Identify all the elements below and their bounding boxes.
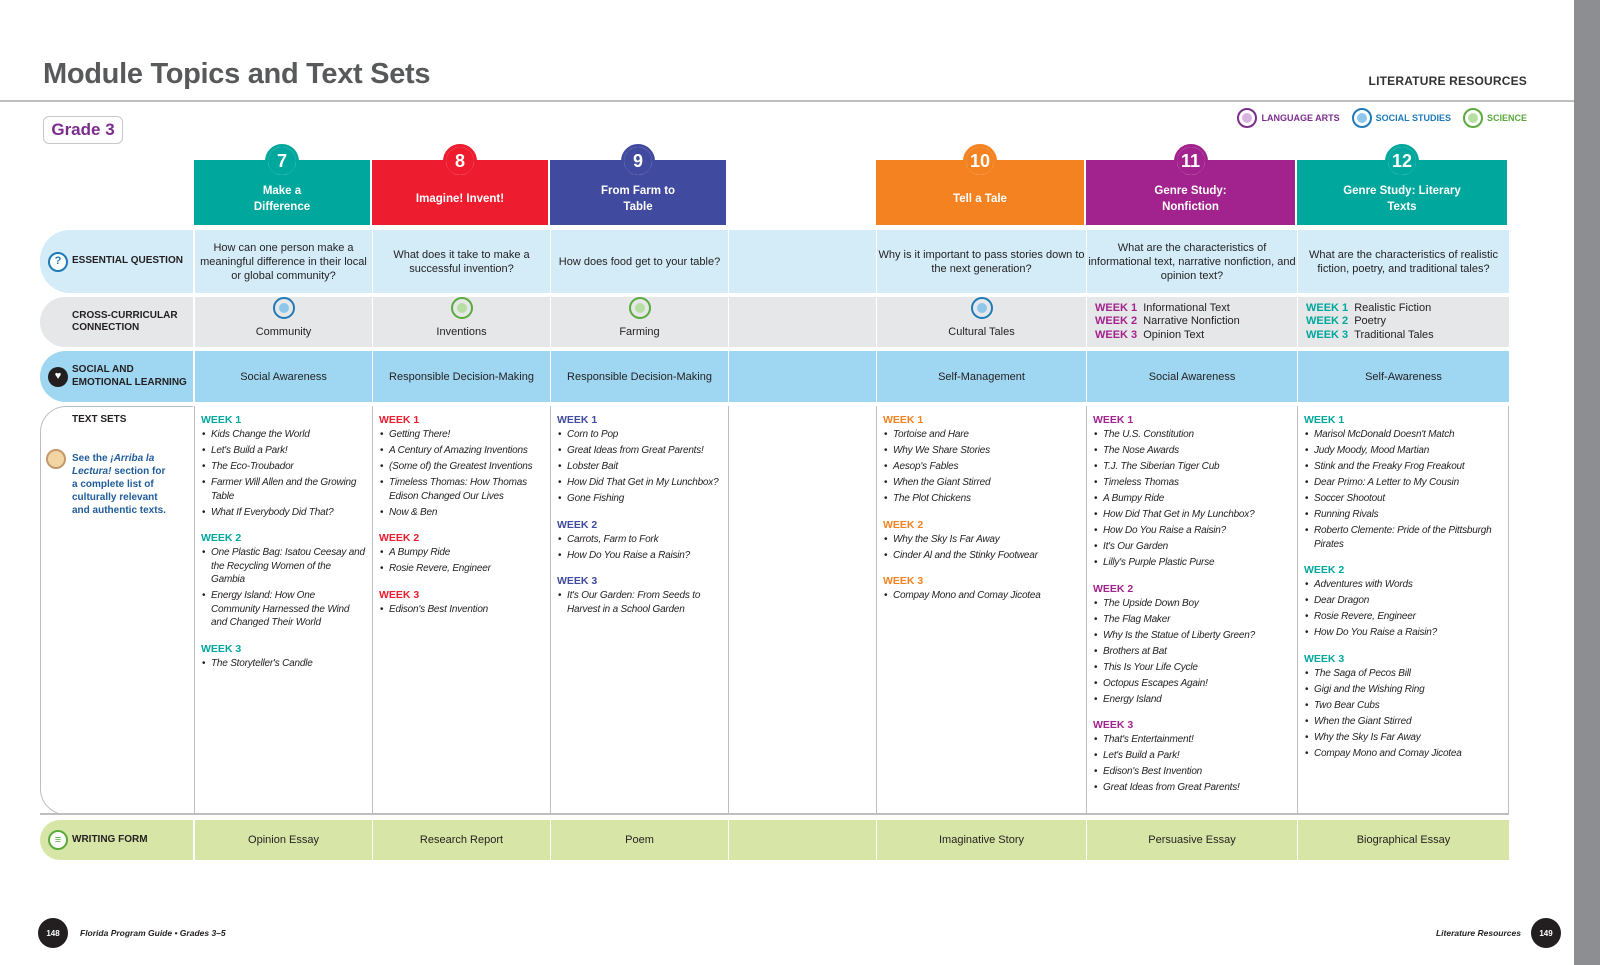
science-icon	[629, 297, 651, 319]
week-group	[379, 414, 544, 519]
text-list	[201, 546, 366, 630]
list-item: • Compay Mono and Comay Jicotea	[883, 589, 1080, 603]
connection-week: WEEK 2 Poetry	[1306, 315, 1386, 328]
week-label: WEEK 1	[1093, 414, 1134, 426]
grade-badge: Grade 3	[43, 116, 123, 144]
text-set-column	[1086, 406, 1297, 815]
list-item: • Soccer Shootout	[1304, 492, 1502, 506]
week-group	[1304, 414, 1502, 551]
text-list	[557, 533, 722, 563]
module-card: 12 Genre Study: Literary Texts	[1297, 160, 1507, 225]
list-item: • Edison's Best Invention	[1093, 765, 1291, 779]
text-list	[883, 589, 1080, 603]
legend-social-studies	[1352, 108, 1451, 128]
header-rule	[0, 100, 1574, 102]
row-label: ? ESSENTIAL QUESTION	[40, 230, 193, 293]
list-item: • A Bumpy Ride	[379, 546, 544, 560]
page-number-right: 149	[1531, 918, 1561, 948]
list-item: • Timeless Thomas	[1093, 476, 1291, 490]
week-group	[1304, 564, 1502, 640]
text-set-column	[194, 406, 372, 815]
table-cell: Biographical Essay	[1297, 820, 1509, 860]
list-item: • How Did That Get in My Lunchbox?	[557, 476, 722, 490]
week-group	[883, 575, 1080, 603]
week-group	[883, 519, 1080, 563]
list-item: • Kids Change the World	[201, 428, 366, 442]
text-list	[201, 657, 366, 671]
list-item: • The Saga of Pecos Bill	[1304, 667, 1502, 681]
list-item: • Dear Primo: A Letter to My Cousin	[1304, 476, 1502, 490]
essential-question-row	[40, 230, 1509, 293]
module-number: 9	[621, 144, 655, 178]
list-item: • Marisol McDonald Doesn't Match	[1304, 428, 1502, 442]
module-number: 8	[443, 144, 477, 178]
module-number: 10	[963, 144, 997, 178]
footer-right-text: Literature Resources	[1435, 928, 1521, 938]
page-edge-strip	[1574, 0, 1600, 965]
week-group	[1304, 653, 1502, 761]
sel-row	[40, 351, 1509, 402]
list-item: • Great Ideas from Great Parents!	[557, 444, 722, 458]
week-label: WEEK 1	[201, 414, 242, 426]
list-item: • Rosie Revere, Engineer	[379, 562, 544, 576]
table-cell: Poem	[550, 820, 728, 860]
page-number-left: 148	[38, 918, 68, 948]
week-label: WEEK 2	[1093, 582, 1134, 595]
text-list	[1093, 428, 1291, 570]
legend-label: LANGUAGE ARTS	[1261, 113, 1340, 123]
list-item: • Roberto Clemente: Pride of the Pittsburgh Pirates	[1304, 524, 1502, 551]
table-cell	[728, 230, 876, 293]
list-item: • Brothers at Bat	[1093, 645, 1291, 659]
list-item: • Aesop's Fables	[883, 460, 1080, 474]
text-set-column	[550, 406, 728, 815]
list-item: • Great Ideas from Great Parents!	[1093, 781, 1291, 795]
list-item: • The Nose Awards	[1093, 444, 1291, 458]
cross-curricular-row	[40, 297, 1509, 347]
week-group	[557, 414, 722, 506]
connection-label: Farming	[619, 326, 660, 338]
module-card: 10 Tell a Tale	[876, 160, 1084, 225]
module-card: 7 Make a Difference	[194, 160, 370, 225]
list-item: • Getting There!	[379, 428, 544, 442]
heart-head-icon: ♥	[48, 367, 68, 387]
footer-left-text: Florida Program Guide • Grades 3–5	[80, 928, 226, 938]
list-item: • Energy Island	[1093, 693, 1291, 707]
list-item: • What If Everybody Did That?	[201, 506, 366, 520]
table-cell	[550, 297, 728, 347]
week-label: WEEK 1	[1304, 414, 1345, 426]
writing-form-row	[40, 820, 1509, 860]
list-item: • A Century of Amazing Inventions	[379, 444, 544, 458]
list-item: • Judy Moody, Mood Martian	[1304, 444, 1502, 458]
list-item: • Adventures with Words	[1304, 578, 1502, 592]
module-card: 9 From Farm to Table	[550, 160, 726, 225]
list-item: • Gigi and the Wishing Ring	[1304, 683, 1502, 697]
list-item: • Lobster Bait	[557, 460, 722, 474]
text-list	[557, 589, 722, 616]
week-label: WEEK 1	[883, 414, 924, 426]
table-cell: Self-Management	[876, 351, 1086, 402]
list-item: • How Do You Raise a Raisin?	[1093, 524, 1291, 538]
module-number: 12	[1385, 144, 1419, 178]
text-sets-note: See the ¡Arriba la Lectura! section for a complete list of culturally relevant and authentic texts.	[72, 453, 166, 516]
table-cell: How can one person make a meaningful difference in their local or global community?	[194, 230, 372, 293]
row-label: ≡ WRITING FORM	[40, 820, 193, 860]
list-item: • It's Our Garden	[1093, 540, 1291, 554]
science-icon	[1463, 108, 1483, 128]
text-list	[379, 546, 544, 576]
week-group	[201, 532, 366, 630]
list-item: • Rosie Revere, Engineer	[1304, 610, 1502, 624]
connection-label: Community	[255, 326, 312, 338]
list-item: • Why We Share Stories	[883, 444, 1080, 458]
text-list	[883, 533, 1080, 563]
list-item: • The Storyteller's Candle	[201, 657, 366, 671]
week-group	[379, 532, 544, 576]
week-group	[1093, 719, 1291, 795]
list-item: • Why the Sky Is Far Away	[1304, 731, 1502, 745]
list-item: • Octopus Escapes Again!	[1093, 677, 1291, 691]
text-set-column	[876, 406, 1086, 815]
row-label: ♥ SOCIAL AND EMOTIONAL LEARNING	[40, 351, 193, 402]
list-item: • A Bumpy Ride	[1093, 492, 1291, 506]
text-list	[379, 603, 544, 617]
table-cell: How does food get to your table?	[550, 230, 728, 293]
table-cell: Research Report	[372, 820, 550, 860]
table-cell: What are the characteristics of informational text, narrative nonfiction, and opinion text?	[1086, 230, 1297, 293]
table-cell: What does it take to make a successful invention?	[372, 230, 550, 293]
week-label: WEEK 3	[1093, 719, 1134, 731]
table-cell	[372, 297, 550, 347]
week-group	[379, 589, 544, 617]
list-item: • Carrots, Farm to Fork	[557, 533, 722, 547]
week-label: WEEK 3	[883, 575, 924, 587]
science-icon	[451, 297, 473, 319]
list-item: • How Do You Raise a Raisin?	[1304, 626, 1502, 640]
connection-label: Cultural Tales	[948, 326, 1015, 338]
table-cell	[1297, 297, 1509, 347]
table-cell	[728, 820, 876, 860]
text-list	[557, 428, 722, 506]
text-set-column	[728, 406, 876, 815]
list-item: • How Did That Get in My Lunchbox?	[1093, 508, 1291, 522]
week-group	[557, 519, 722, 563]
week-label: WEEK 3	[379, 588, 420, 601]
table-cell: Responsible Decision-Making	[372, 351, 550, 402]
legend-label: SOCIAL STUDIES	[1375, 113, 1451, 123]
list-item: • Now & Ben	[379, 506, 544, 520]
list-item: • The Plot Chickens	[883, 492, 1080, 506]
table-cell: Social Awareness	[1086, 351, 1297, 402]
list-item: • Edison's Best Invention	[379, 603, 544, 617]
table-cell: Responsible Decision-Making	[550, 351, 728, 402]
week-label: WEEK 3	[1304, 652, 1345, 665]
week-label: WEEK 3	[201, 642, 242, 655]
connection-week: WEEK 3 Traditional Tales	[1306, 328, 1434, 341]
week-label: WEEK 2	[201, 532, 242, 544]
list-item: • The Flag Maker	[1093, 613, 1291, 627]
week-group	[557, 575, 722, 616]
connection-week: WEEK 2 Narrative Nonfiction	[1095, 315, 1240, 328]
table-cell	[194, 297, 372, 347]
week-label: WEEK 2	[379, 532, 420, 544]
list-item: • Tortoise and Hare	[883, 428, 1080, 442]
week-group	[883, 414, 1080, 506]
list-item: • When the Giant Stirred	[883, 476, 1080, 490]
connection-week: WEEK 1 Realistic Fiction	[1306, 301, 1432, 314]
week-group	[201, 643, 366, 671]
list-item: • The Eco-Troubador	[201, 460, 366, 474]
table-cell	[728, 351, 876, 402]
table-cell: What are the characteristics of realistic fiction, poetry, and traditional tales?	[1297, 230, 1509, 293]
list-item: • Timeless Thomas: How Thomas Edison Changed Our Lives	[379, 476, 544, 503]
connection-week: WEEK 3 Opinion Text	[1095, 328, 1205, 341]
table-cell	[1086, 297, 1297, 347]
week-group	[1093, 414, 1291, 570]
text-list	[1093, 733, 1291, 795]
text-list	[1093, 597, 1291, 707]
list-item: • This Is Your Life Cycle	[1093, 661, 1291, 675]
list-item: • Farmer Will Allen and the Growing Table	[201, 476, 366, 503]
list-item: • Running Rivals	[1304, 508, 1502, 522]
language-arts-icon	[1237, 108, 1257, 128]
table-cell: Why is it important to pass stories down to the next generation?	[876, 230, 1086, 293]
row-label: TEXT SETS	[72, 414, 127, 425]
list-item: • How Do You Raise a Raisin?	[557, 549, 722, 563]
social-studies-icon	[971, 297, 993, 319]
week-label: WEEK 1	[379, 414, 420, 426]
table-cell	[876, 297, 1086, 347]
question-icon: ?	[48, 252, 68, 272]
list-item: • Let's Build a Park!	[201, 444, 366, 458]
table-cell: Imaginative Story	[876, 820, 1086, 860]
list-item: • Lilly's Purple Plastic Purse	[1093, 556, 1291, 570]
connection-label: Inventions	[436, 326, 487, 338]
text-list	[379, 428, 544, 519]
text-list	[201, 428, 366, 519]
text-list	[883, 428, 1080, 506]
list-item: • Let's Build a Park!	[1093, 749, 1291, 763]
week-label: WEEK 1	[557, 414, 598, 426]
legend-label: SCIENCE	[1486, 113, 1527, 123]
list-item: • When the Giant Stirred	[1304, 715, 1502, 729]
module-card: 11 Genre Study: Nonfiction	[1086, 160, 1295, 225]
arriba-la-lectura-icon	[46, 449, 66, 469]
list-item: • The U.S. Constitution	[1093, 428, 1291, 442]
week-group	[201, 414, 366, 519]
list-item: • Cinder Al and the Stinky Footwear	[883, 549, 1080, 563]
list-item: • The Upside Down Boy	[1093, 597, 1291, 611]
list-item: • Corn to Pop	[557, 428, 722, 442]
list-item: • One Plastic Bag: Isatou Ceesay and the Recycling Women of the Gambia	[201, 546, 366, 587]
table-cell: Persuasive Essay	[1086, 820, 1297, 860]
page-title: Module Topics and Text Sets	[43, 58, 431, 90]
list-item: • Two Bear Cubs	[1304, 699, 1502, 713]
row-label: CROSS-CURRICULAR CONNECTION	[40, 297, 193, 347]
week-label: WEEK 3	[557, 575, 598, 587]
text-sets-row	[40, 406, 1509, 815]
week-label: WEEK 2	[883, 518, 924, 531]
text-list	[1304, 578, 1502, 640]
module-number: 7	[265, 144, 299, 178]
module-card: 8 Imagine! Invent!	[372, 160, 548, 225]
table-cell: Self-Awareness	[1297, 351, 1509, 402]
text-set-column	[372, 406, 550, 815]
module-number: 11	[1174, 144, 1208, 178]
list-item: • T.J. The Siberian Tiger Cub	[1093, 460, 1291, 474]
connection-week: WEEK 1 Informational Text	[1095, 301, 1230, 314]
legend-science	[1463, 108, 1527, 128]
week-label: WEEK 2	[1304, 564, 1345, 576]
text-set-column	[1297, 406, 1509, 815]
section-label: LITERATURE RESOURCES	[1368, 74, 1527, 88]
list-item: • It's Our Garden: From Seeds to Harvest in a School Garden	[557, 589, 722, 616]
list-item: • Compay Mono and Comay Jicotea	[1304, 747, 1502, 761]
text-list	[1304, 428, 1502, 551]
subject-legend	[1237, 108, 1527, 128]
legend-language-arts	[1237, 108, 1339, 128]
social-studies-icon	[1352, 108, 1372, 128]
week-group	[1093, 583, 1291, 707]
week-label: WEEK 2	[557, 518, 598, 531]
table-cell: Social Awareness	[194, 351, 372, 402]
table-cell: Opinion Essay	[194, 820, 372, 860]
writing-icon: ≡	[48, 830, 68, 850]
list-item: • That's Entertainment!	[1093, 733, 1291, 747]
list-item: • Dear Dragon	[1304, 594, 1502, 608]
social-studies-icon	[273, 297, 295, 319]
list-item: • Gone Fishing	[557, 492, 722, 506]
list-item: • Why Is the Statue of Liberty Green?	[1093, 629, 1291, 643]
text-list	[1304, 667, 1502, 761]
list-item: • Why the Sky Is Far Away	[883, 533, 1080, 547]
list-item: • (Some of) the Greatest Inventions	[379, 460, 544, 474]
table-cell	[728, 297, 876, 347]
list-item: • Energy Island: How One Community Harnessed the Wind and Changed Their World	[201, 589, 366, 630]
list-item: • Stink and the Freaky Frog Freakout	[1304, 460, 1502, 474]
